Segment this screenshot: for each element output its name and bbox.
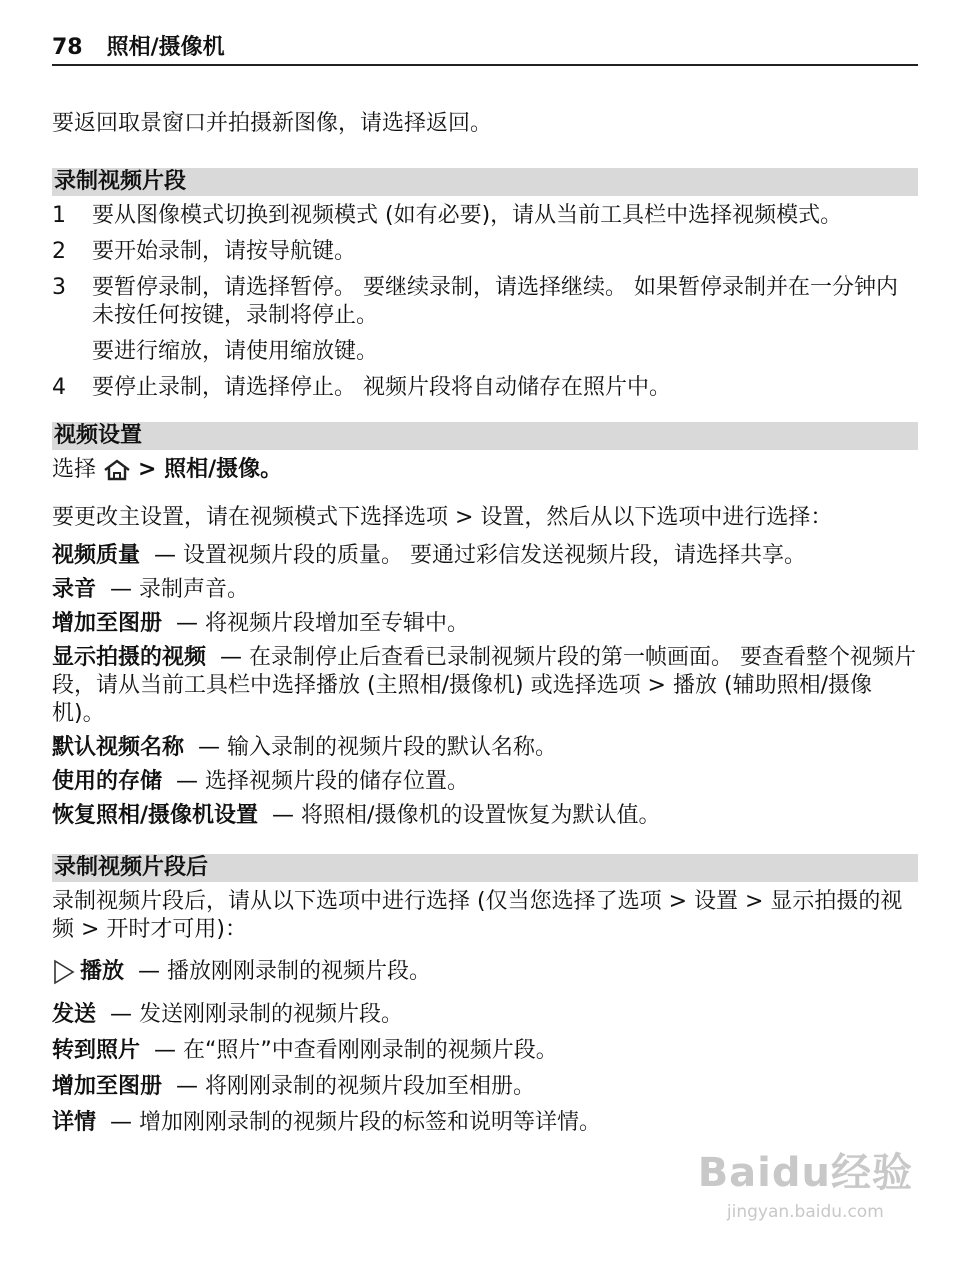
list-item bbox=[52, 644, 918, 728]
list-item bbox=[52, 1037, 918, 1065]
list-item bbox=[52, 768, 918, 796]
step-number bbox=[52, 338, 92, 366]
after-recording-list bbox=[52, 958, 918, 1137]
list-item bbox=[52, 238, 918, 266]
list-item bbox=[52, 734, 918, 762]
list-item bbox=[52, 802, 918, 830]
list-item bbox=[52, 374, 918, 402]
option-term: 增加至图册 bbox=[52, 611, 163, 636]
step-number: 2 bbox=[52, 239, 66, 264]
option-term: 播放 bbox=[80, 959, 125, 984]
option-term: 使用的存储 bbox=[52, 769, 163, 794]
option-term: 录音 bbox=[52, 577, 97, 602]
settings-intro: 要更改主设置，请在视频模式下选择选项 > 设置，然后从以下选项中进行选择： bbox=[52, 505, 833, 530]
list-item bbox=[52, 274, 918, 330]
option-term: 发送 bbox=[52, 1002, 97, 1027]
step-text: 要停止录制，请选择停止。 视频片段将自动储存在照片中。 bbox=[92, 375, 671, 400]
list-item bbox=[52, 576, 918, 604]
intro-text: 要返回取景窗口并拍摄新图像，请选择返回。 bbox=[52, 111, 493, 136]
step-number: 4 bbox=[52, 375, 66, 400]
option-term: 转到照片 bbox=[52, 1038, 141, 1063]
option-term: 视频质量 bbox=[52, 543, 141, 568]
watermark-logo: Baidu经验 bbox=[697, 1150, 913, 1196]
select-suffix: > 照相/摄像。 bbox=[138, 457, 283, 482]
list-item bbox=[52, 958, 918, 993]
step-text: 要暂停录制，请选择暂停。 要继续录制，请选择继续。 如果暂停录制并在一分钟内未按任何按键，录制将停止。 bbox=[92, 275, 898, 328]
section-title-video-settings: 视频设置 bbox=[52, 422, 918, 450]
option-term: 增加至图册 bbox=[52, 1074, 163, 1099]
home-icon bbox=[102, 458, 132, 490]
recording-steps bbox=[52, 202, 918, 402]
step-text: 要开始录制，请按导航键。 bbox=[92, 239, 357, 264]
option-term: 显示拍摄的视频 bbox=[52, 645, 207, 670]
page bbox=[52, 30, 918, 1137]
page-header bbox=[52, 30, 918, 66]
option-desc: — 录制声音。 bbox=[110, 577, 250, 602]
list-item bbox=[52, 202, 918, 230]
option-desc: — 在录制停止后查看已录制视频片段的第一帧画面。 要查看整个视频片段，请从当前工具栏中选择播放 (主照相/摄像机) 或选择选项 > 播放 (辅助照相/摄像机)。 bbox=[52, 645, 917, 726]
option-desc: — 将照相/摄像机的设置恢复为默认值。 bbox=[272, 803, 661, 828]
list-item bbox=[52, 1001, 918, 1029]
page-title: 照相/摄像机 bbox=[106, 35, 225, 60]
watermark-url: jingyan.baidu.com bbox=[726, 1202, 884, 1222]
option-desc: — 播放刚刚录制的视频片段。 bbox=[138, 959, 432, 984]
list-item bbox=[52, 542, 918, 570]
option-desc: — 选择视频片段的储存位置。 bbox=[176, 769, 470, 794]
option-desc: — 设置视频片段的质量。 要通过彩信发送视频片段，请选择共享。 bbox=[154, 543, 807, 568]
option-desc: — 输入录制的视频片段的默认名称。 bbox=[198, 735, 558, 760]
watermark bbox=[698, 1141, 913, 1222]
option-desc: — 增加刚刚录制的视频片段的标签和说明等详情。 bbox=[110, 1110, 602, 1135]
page-number: 78 bbox=[52, 35, 83, 60]
list-item bbox=[52, 1109, 918, 1137]
option-desc: — 将刚刚录制的视频片段加至相册。 bbox=[176, 1074, 536, 1099]
option-desc: — 发送刚刚录制的视频片段。 bbox=[110, 1002, 404, 1027]
option-term: 恢复照相/摄像机设置 bbox=[52, 803, 259, 828]
option-term: 默认视频名称 bbox=[52, 735, 185, 760]
list-item bbox=[52, 338, 918, 366]
list-item bbox=[52, 610, 918, 638]
step-text: 要进行缩放，请使用缩放键。 bbox=[92, 339, 379, 364]
list-item bbox=[52, 1073, 918, 1101]
section-title-after-recording: 录制视频片段后 bbox=[52, 854, 918, 882]
option-desc: — 将视频片段增加至专辑中。 bbox=[176, 611, 470, 636]
option-desc: — 在“照片”中查看刚刚录制的视频片段。 bbox=[154, 1038, 558, 1063]
option-term: 详情 bbox=[52, 1110, 97, 1135]
after-recording-intro: 录制视频片段后，请从以下选项中进行选择 (仅当您选择了选项 > 设置 > 显示拍摄的视频 > 开时才可用)： bbox=[52, 889, 903, 942]
step-number: 1 bbox=[52, 203, 66, 228]
step-text: 要从图像模式切换到视频模式 (如有必要)，请从当前工具栏中选择视频模式。 bbox=[92, 203, 843, 228]
play-icon bbox=[52, 959, 76, 993]
step-number: 3 bbox=[52, 275, 66, 300]
settings-list bbox=[52, 542, 918, 830]
section-title-recording: 录制视频片段 bbox=[52, 168, 918, 196]
select-path bbox=[52, 456, 918, 490]
select-prefix: 选择 bbox=[52, 457, 97, 482]
